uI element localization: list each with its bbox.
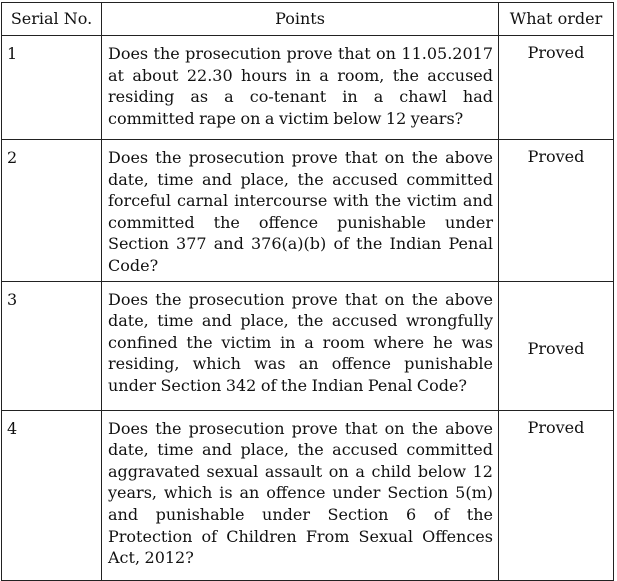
serial-number-cell: 2 xyxy=(2,140,102,282)
table-row xyxy=(2,281,614,410)
order-cell: Proved xyxy=(499,410,614,580)
point-cell: Does the prosecution prove that on the above date, time and place, the accused committed forceful carnal intercourse with the victim and committed the offence punishable under Section 377 and 376(a)(b) of the Indian Penal Code? xyxy=(102,140,499,282)
serial-number-cell: 4 xyxy=(2,410,102,580)
header-row xyxy=(2,3,614,36)
serial-number-cell: 3 xyxy=(2,281,102,410)
header-points: Points xyxy=(102,3,499,36)
table-row xyxy=(2,36,614,140)
table-row xyxy=(2,140,614,282)
table-row xyxy=(2,410,614,580)
point-cell: Does the prosecution prove that on the above date, time and place, the accused wrongfully confined the victim in a room where he was residing, which was an offence punishable under Section 342 of the Indian Penal Code? xyxy=(102,281,499,410)
order-cell: Proved xyxy=(499,140,614,282)
header-serial-no: Serial No. xyxy=(2,3,102,36)
point-cell: Does the prosecution prove that on 11.05.2017 at about 22.30 hours in a room, the accused residing as a co-tenant in a chawl had committed rape on a victim below 12 years? xyxy=(102,36,499,140)
point-cell: Does the prosecution prove that on the above date, time and place, the accused committed aggravated sexual assault on a child below 12 years, which is an offence under Section 5(m) and punishable under Section 6 of the Protection of Children From Sexual Offences Act, 2012? xyxy=(102,410,499,580)
order-cell: Proved xyxy=(499,281,614,410)
header-what-order: What order xyxy=(499,3,614,36)
points-table xyxy=(1,2,614,581)
serial-number-cell: 1 xyxy=(2,36,102,140)
order-cell: Proved xyxy=(499,36,614,140)
